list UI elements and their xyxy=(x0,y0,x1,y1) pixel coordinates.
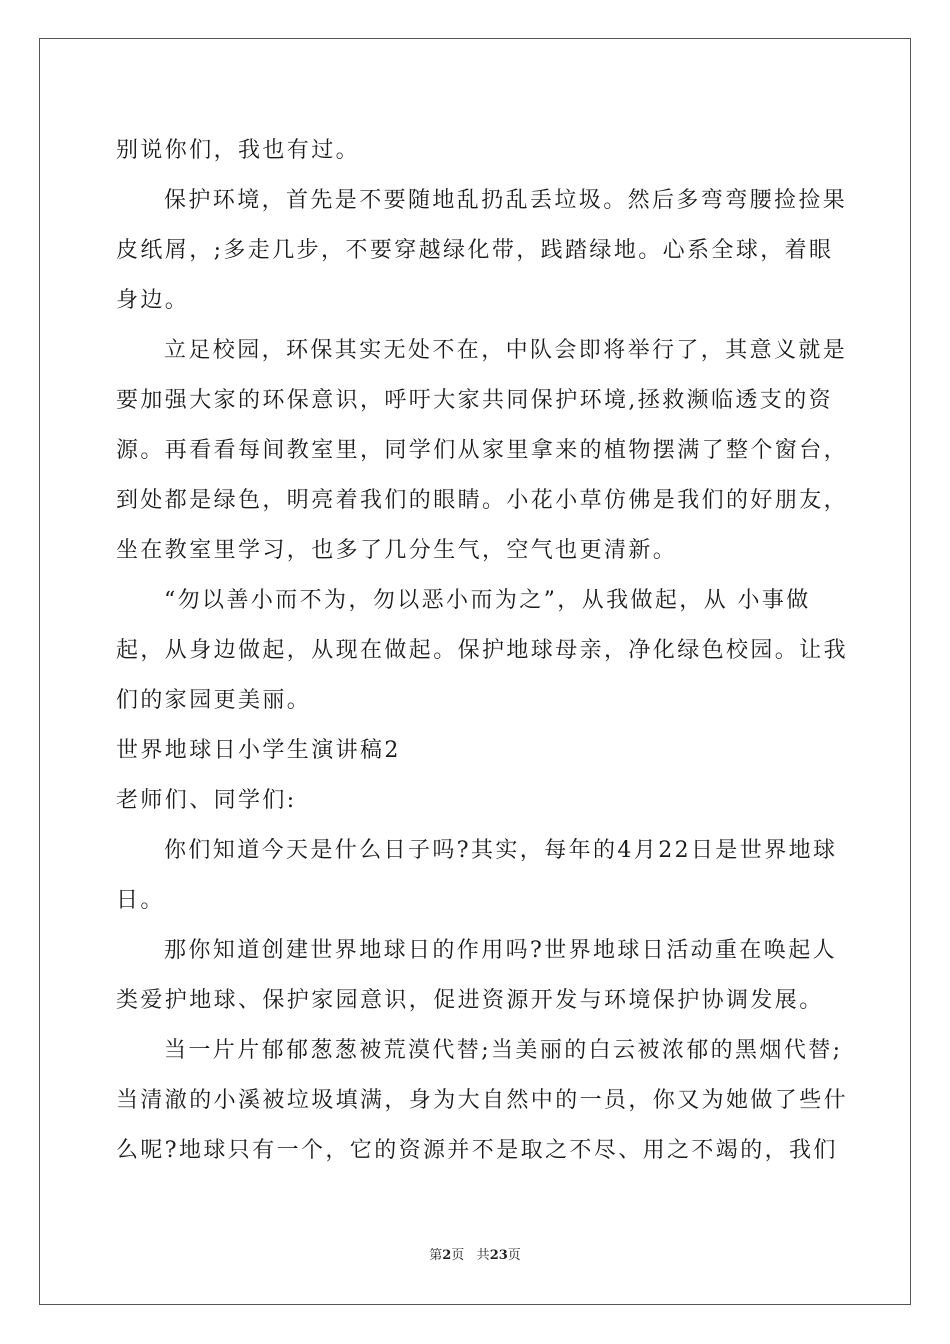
paragraph-line: 日。 xyxy=(116,888,165,913)
paragraph-line: 要加强大家的环保意识，呼吁大家共同保护环境,拯救濒临透支的资 xyxy=(116,388,833,413)
paragraph-line: 起，从身边做起，从现在做起。保护地球母亲，净化绿色校园。让我 xyxy=(116,638,849,663)
paragraph-line: 坐在教室里学习，也多了几分生气，空气也更清新。 xyxy=(116,538,678,563)
paragraph-line: 么呢?地球只有一个，它的资源并不是取之不尽、用之不竭的，我们 xyxy=(116,1138,838,1163)
paragraph-line: 保护环境，首先是不要随地乱扔乱丢垃圾。然后多弯弯腰捡捡果 xyxy=(164,188,848,213)
page-current: 2 xyxy=(442,1248,452,1263)
page-prefix: 第 xyxy=(429,1248,443,1263)
paragraph-line: 身边。 xyxy=(116,288,190,313)
total-suffix: 页 xyxy=(507,1248,521,1263)
document-body xyxy=(116,126,849,1176)
paragraph-line: 你们知道今天是什么日子吗?其实，每年的4月22日是世界地球 xyxy=(164,838,838,863)
page-total: 23 xyxy=(489,1248,508,1263)
paragraph-line: “勿以善小而不为，勿以恶小而为之”，从我做起，从 小事做 xyxy=(164,588,811,613)
paragraph-line: 当清澈的小溪被垃圾填满，身为大自然中的一员，你又为她做了些什 xyxy=(116,1088,849,1113)
paragraph-line: 到处都是绿色，明亮着我们的眼睛。小花小草仿佛是我们的好朋友， xyxy=(116,488,849,513)
page-suffix: 页 xyxy=(451,1248,465,1263)
paragraph-line: 皮纸屑，;多走几步，不要穿越绿化带，践踏绿地。心系全球，着眼 xyxy=(116,238,834,263)
salutation: 老师们、同学们: xyxy=(116,788,297,813)
paragraph-line: 立足校园，环保其实无处不在，中队会即将举行了，其意义就是 xyxy=(164,338,848,363)
paragraph-line: 别说你们，我也有过。 xyxy=(116,138,361,163)
paragraph-line: 那你知道创建世界地球日的作用吗?世界地球日活动重在唤起人 xyxy=(164,938,837,963)
section-title: 世界地球日小学生演讲稿2 xyxy=(116,738,401,763)
paragraph-line: 源。再看看每间教室里，同学们从家里拿来的植物摆满了整个窗台， xyxy=(116,438,849,463)
total-prefix: 共 xyxy=(476,1248,490,1263)
paragraph-line: 当一片片郁郁葱葱被荒漠代替;当美丽的白云被浓郁的黑烟代替; xyxy=(164,1038,843,1063)
page-footer xyxy=(0,1244,950,1263)
paragraph-line: 类爱护地球、保护家园意识，促进资源开发与环境保护协调发展。 xyxy=(116,988,824,1013)
paragraph-line: 们的家园更美丽。 xyxy=(116,688,312,713)
